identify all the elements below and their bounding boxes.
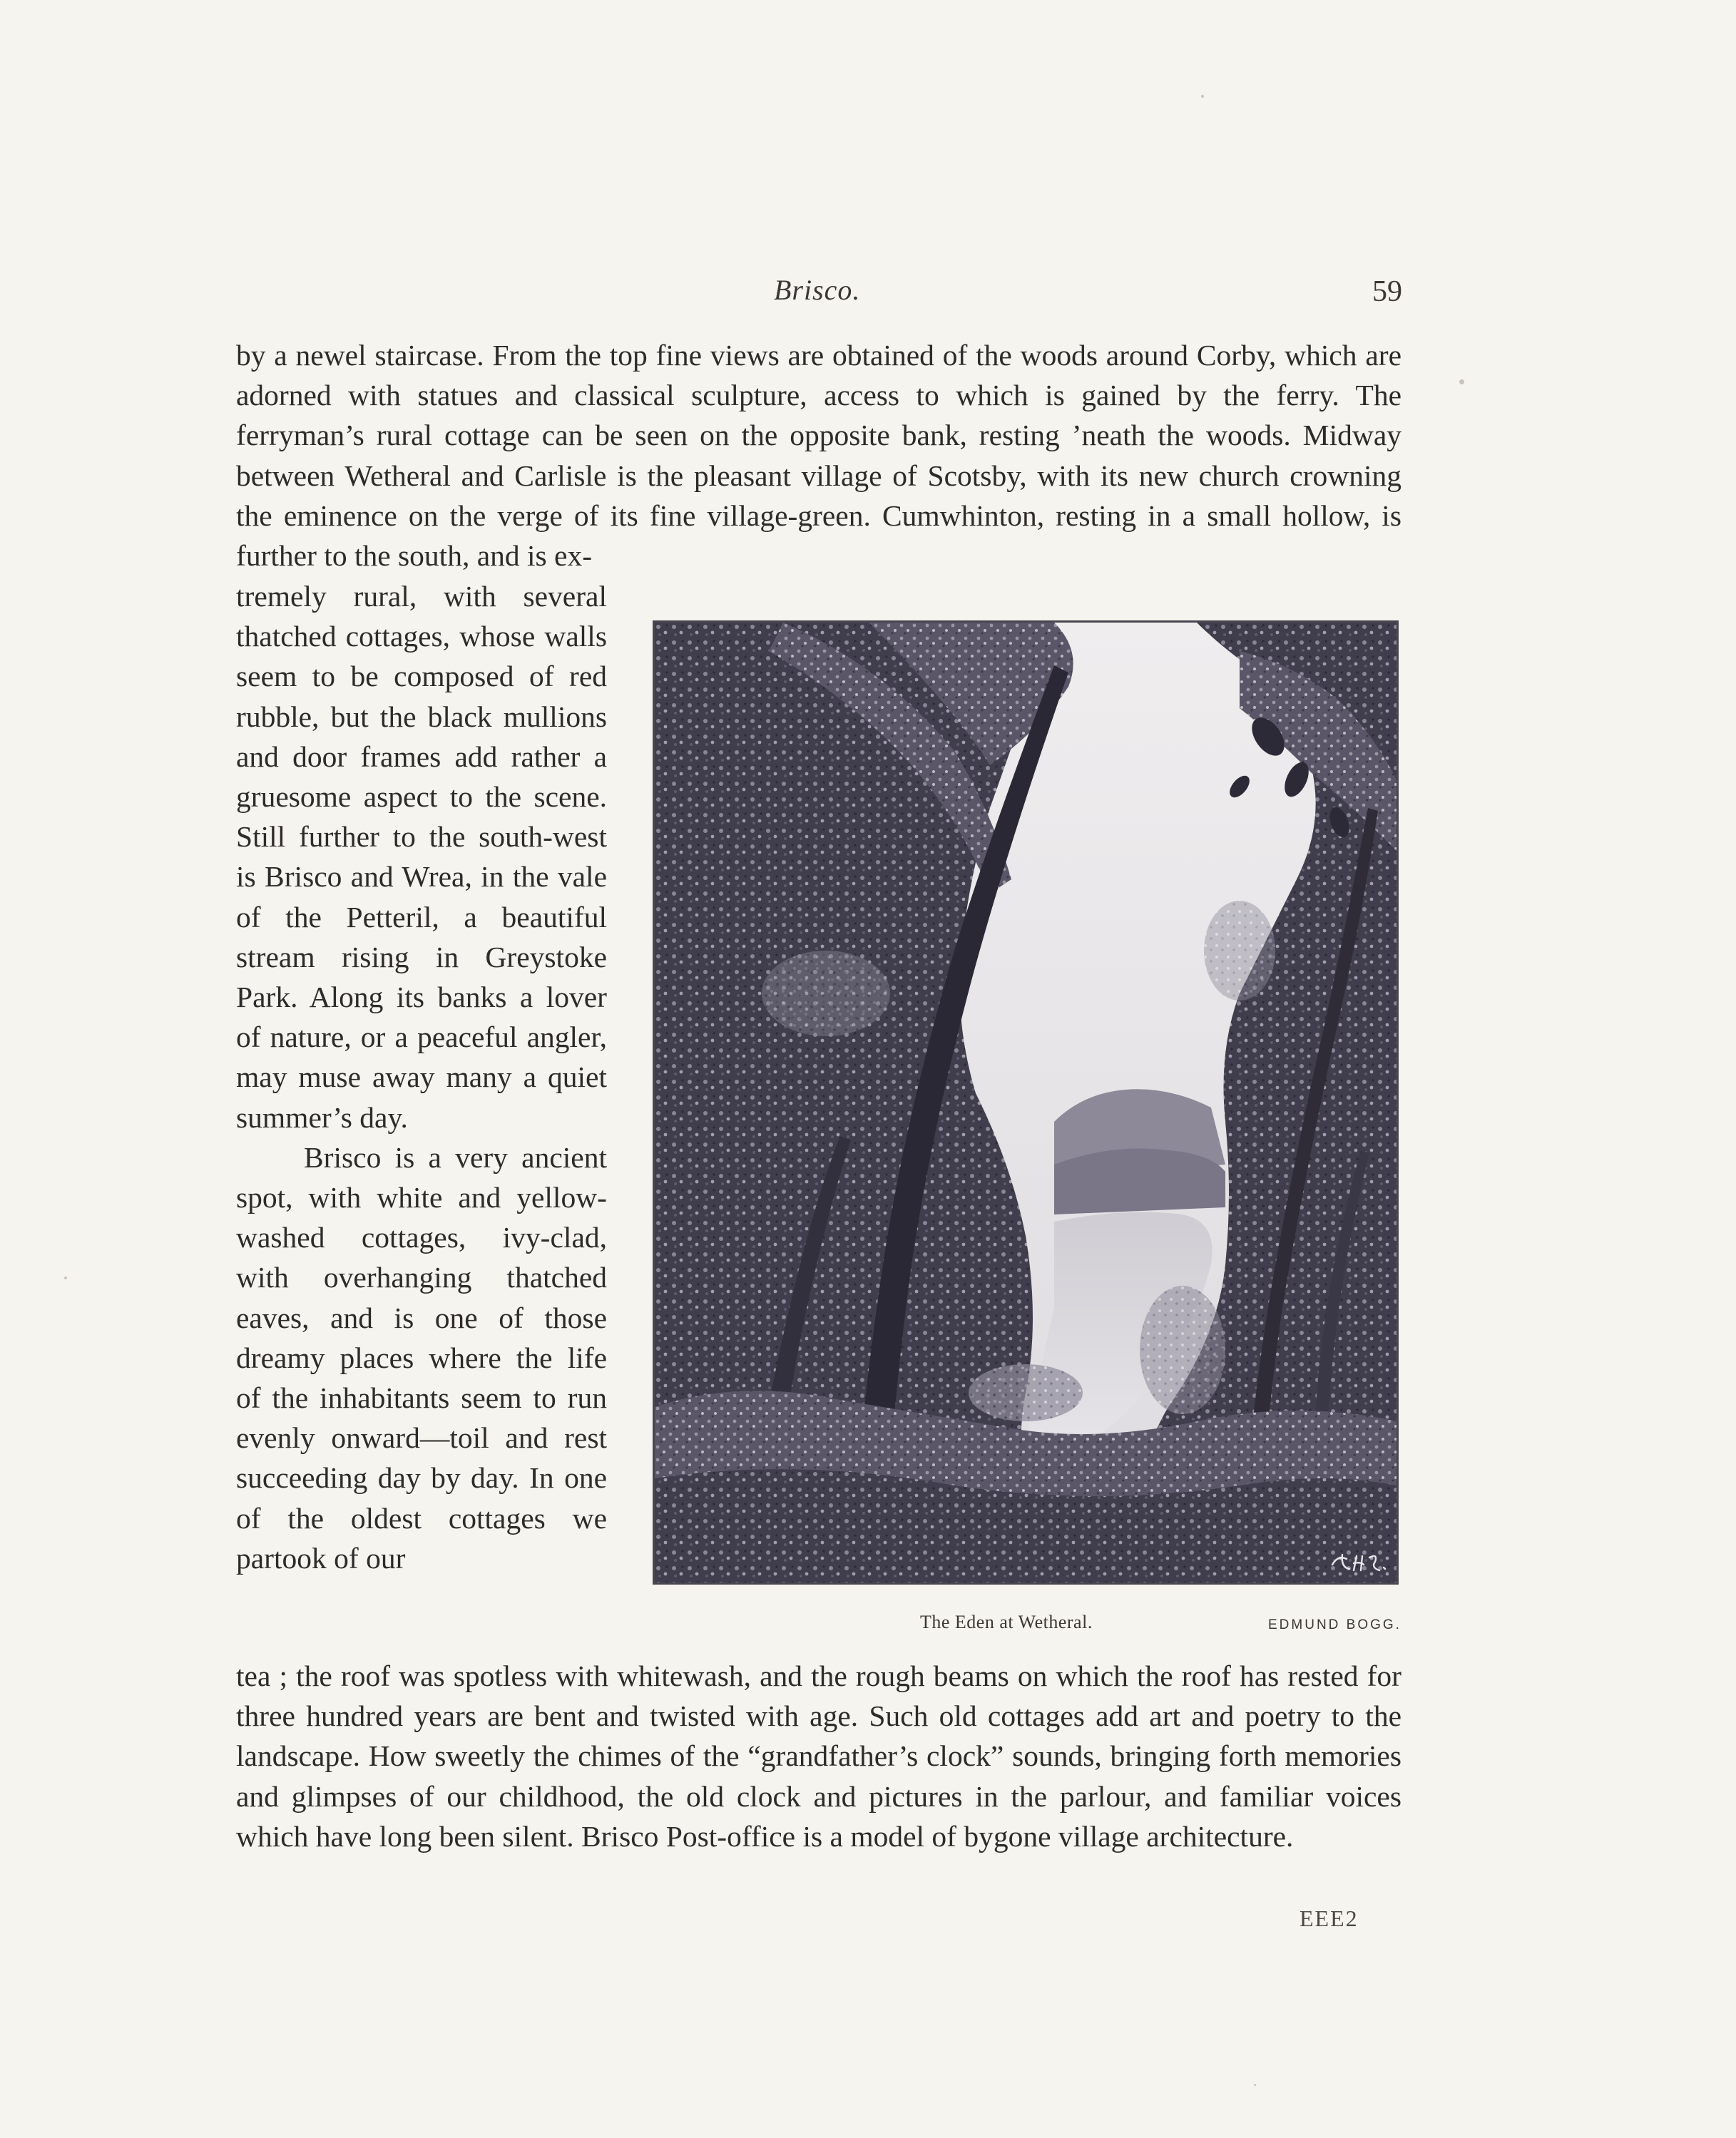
running-head: Brisco. (774, 274, 861, 306)
paragraph: by a newel staircase. From the top fine views are obtained of the woods around Corby, which are adorned with statues and classical sculpture, access to which is gained by the ferry. The ferryman’s rural cottage can be seen on the opposite bank, resting ’neath the woods. Midway between Wetheral and Carlisle is the pleasant village of Scotsby, with its new church crowning the eminence on the verge of its fine village-green. Cumwhinton, resting in a small hollow, is further to the south, and is ex- (236, 339, 1401, 573)
paper-speck (1254, 2084, 1256, 2086)
body-text-side-column (236, 576, 607, 1578)
paper-speck (1459, 379, 1464, 384)
paper-speck (1201, 95, 1204, 98)
river-landscape-illustration (655, 623, 1397, 1582)
monogram-icon (1328, 1549, 1392, 1577)
plate-credit: EDMUND BOGG. (1268, 1617, 1401, 1632)
monogram-mark (1328, 1549, 1392, 1577)
body-text-top (236, 335, 1401, 576)
paragraph: tea ; the roof was spotless with whitewash, and the rough beams on which the roof has rested for three hundred years are bent and twisted with age. Such old cottages add art and poetry to the landscape. How sweetly the chimes of the “grandfather’s clock” sounds, bringing forth memories and glimpses of our childhood, the old clock and pictures in the parlour, and familiar voices which have long been silent. Brisco Post-office is a model of bygone village architecture. (236, 1659, 1401, 1853)
plate-caption: The Eden at Wetheral. (920, 1612, 1093, 1632)
photograph-plate (653, 620, 1399, 1585)
page-number: 59 (1372, 275, 1402, 308)
signature-mark: EEE2 (1300, 1906, 1359, 1931)
paper-speck (64, 1277, 67, 1279)
paragraph: tremely rural, with several thatched cottages, whose walls seem to be composed of red rubble, but the black mullions and door frames add rather a gruesome aspect to the scene. Still further to the south-west is Brisco and Wrea, in the vale of the Petteril, a beautiful stream rising in Greystoke Park. Along its banks a lover of nature, or a peaceful angler, may muse away many a quiet summer’s day. (236, 580, 607, 1134)
paragraph: Brisco is a very ancient spot, with white and yellow-washed cottages, ivy-clad, with overhanging thatched eaves, and is one of those dreamy places where the life of the inhabitants seem to run evenly onward—toil and rest succeeding day by day. In one of the oldest cottages we partook of our (236, 1140, 607, 1575)
body-text-bottom (236, 1656, 1401, 1856)
